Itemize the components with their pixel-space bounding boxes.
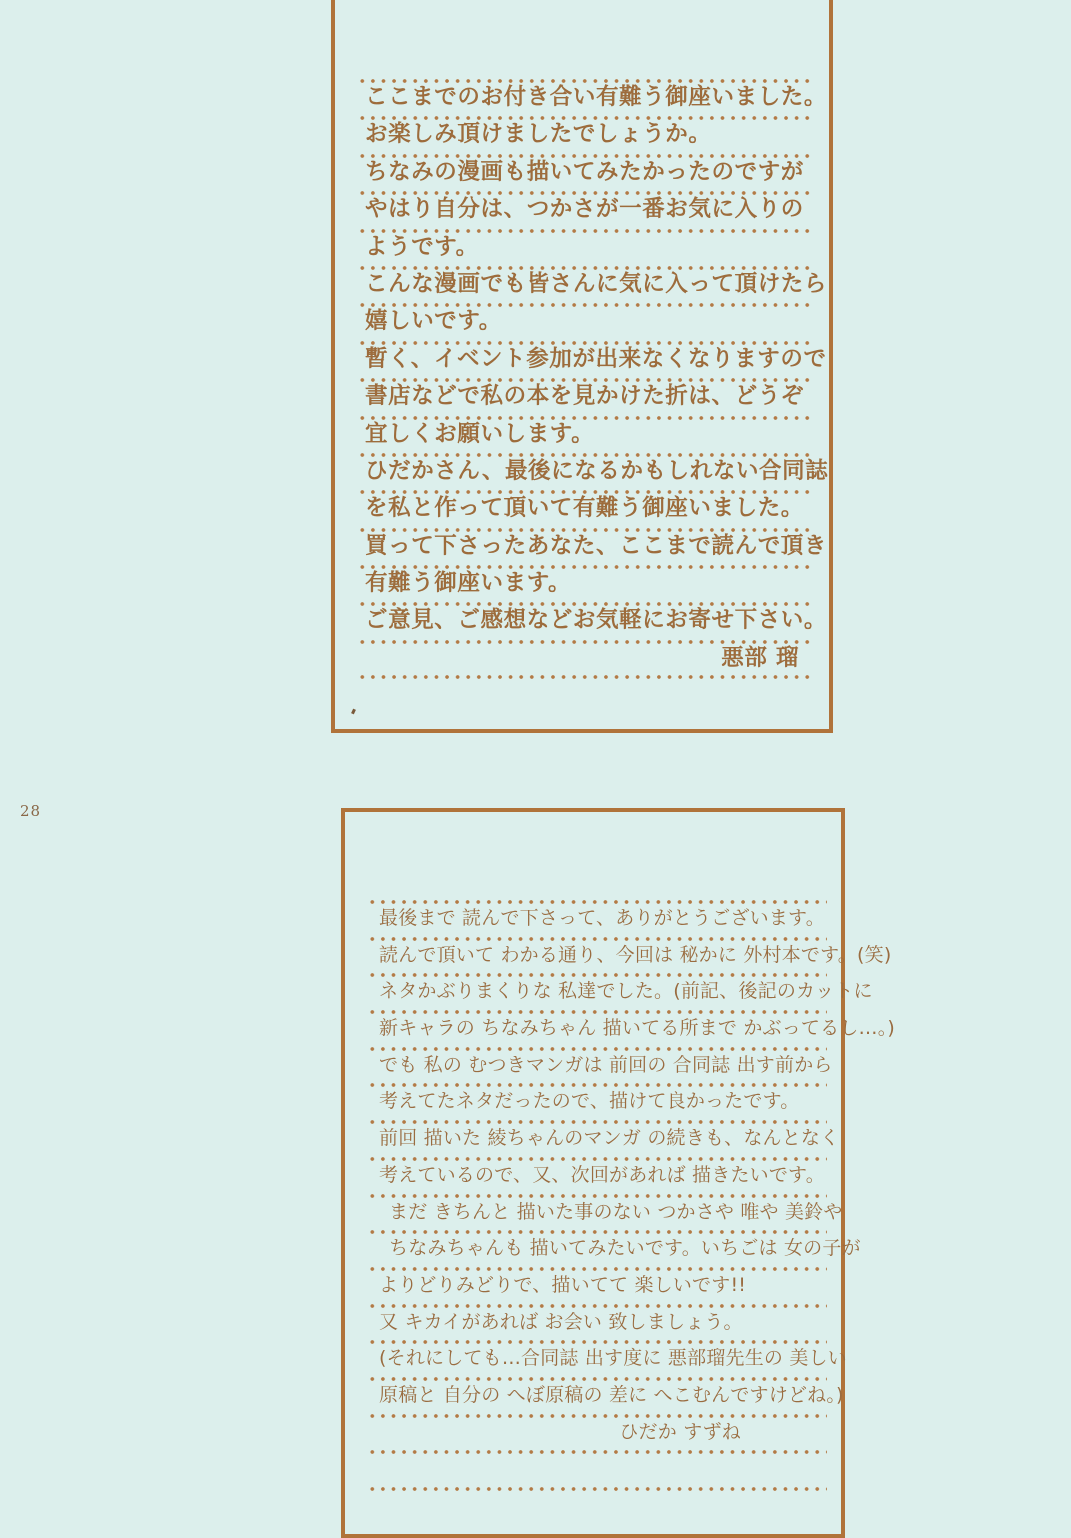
afterword-line: お楽しみ頂けましたでしょうか。 — [357, 116, 815, 153]
afterword-line: 前回 描いた 綾ちゃんのマンガ の続きも、なんとなく — [367, 1120, 827, 1157]
signature-hidaka: ひだか すずね — [367, 1414, 827, 1451]
afterword-line: ちなみちゃんも 描いてみたいです。いちごは 女の子が — [367, 1230, 827, 1267]
afterword-line: 暫く、イベント参加が出来なくなりますので — [357, 341, 815, 378]
afterword-line: 買って下さったあなた、ここまで読んで頂き — [357, 528, 815, 565]
afterword-line: 最後まで 読んで下さって、ありがとうございます。 — [367, 900, 827, 937]
afterword-line: 考えているので、又、次回があれば 描きたいです。 — [367, 1157, 827, 1194]
afterword-line: 読んで頂いて わかる通り、今回は 秘かに 外村本です。(笑) — [367, 937, 827, 974]
afterword-line: を私と作って頂いて有難う御座いました。 — [357, 490, 815, 527]
afterword-line: ご意見、ご感想などお気軽にお寄せ下さい。 — [357, 602, 815, 639]
afterword-box-top — [331, 0, 833, 733]
afterword-top-lines — [357, 79, 829, 677]
afterword-line: ひだかさん、最後になるかもしれない合同誌 — [357, 453, 815, 490]
afterword-line: 宜しくお願いします。 — [357, 416, 815, 453]
blank-ruled-line — [367, 1450, 827, 1487]
afterword-line: ちなみの漫画も描いてみたかったのですが — [357, 154, 815, 191]
afterword-line: でも 私の むつきマンガは 前回の 合同誌 出す前から — [367, 1047, 827, 1084]
afterword-line: ネタかぶりまくりな 私達でした。(前記、後記のカットに — [367, 973, 827, 1010]
page-number: 28 — [20, 802, 42, 820]
afterword-line: 嬉しいです。 — [357, 303, 815, 340]
afterword-line: 有難う御座います。 — [357, 565, 815, 602]
afterword-line: まだ きちんと 描いた事のない つかさや 唯や 美鈴や — [367, 1194, 827, 1231]
afterword-line: こんな漫画でも皆さんに気に入って頂けたら — [357, 266, 815, 303]
ink-speck — [351, 709, 356, 715]
afterword-line: (それにしても…合同誌 出す度に 悪部瑠先生の 美しい — [367, 1340, 827, 1377]
afterword-line: ここまでのお付き合い有難う御座いました。 — [357, 79, 815, 116]
afterword-line: 考えてたネタだったので、描けて良かったです。 — [367, 1083, 827, 1120]
afterword-line: よりどりみどりで、描いてて 楽しいです!! — [367, 1267, 827, 1304]
signature-akubu: 悪部 瑠 — [357, 640, 815, 677]
afterword-line: 原稿と 自分の へぼ原稿の 差に へこむんですけどね。) — [367, 1377, 827, 1414]
afterword-box-bottom — [341, 808, 896, 1538]
afterword-line: 又 キカイがあれば お会い 致しましょう。 — [367, 1304, 827, 1341]
afterword-line: ようです。 — [357, 229, 815, 266]
afterword-line: 新キャラの ちなみちゃん 描いてる所まで かぶってるし…。) — [367, 1010, 827, 1047]
afterword-bottom-lines — [367, 900, 896, 1524]
blank-ruled-line — [367, 1487, 827, 1524]
afterword-line: やはり自分は、つかさが一番お気に入りの — [357, 191, 815, 228]
afterword-line: 書店などで私の本を見かけた折は、どうぞ — [357, 378, 815, 415]
